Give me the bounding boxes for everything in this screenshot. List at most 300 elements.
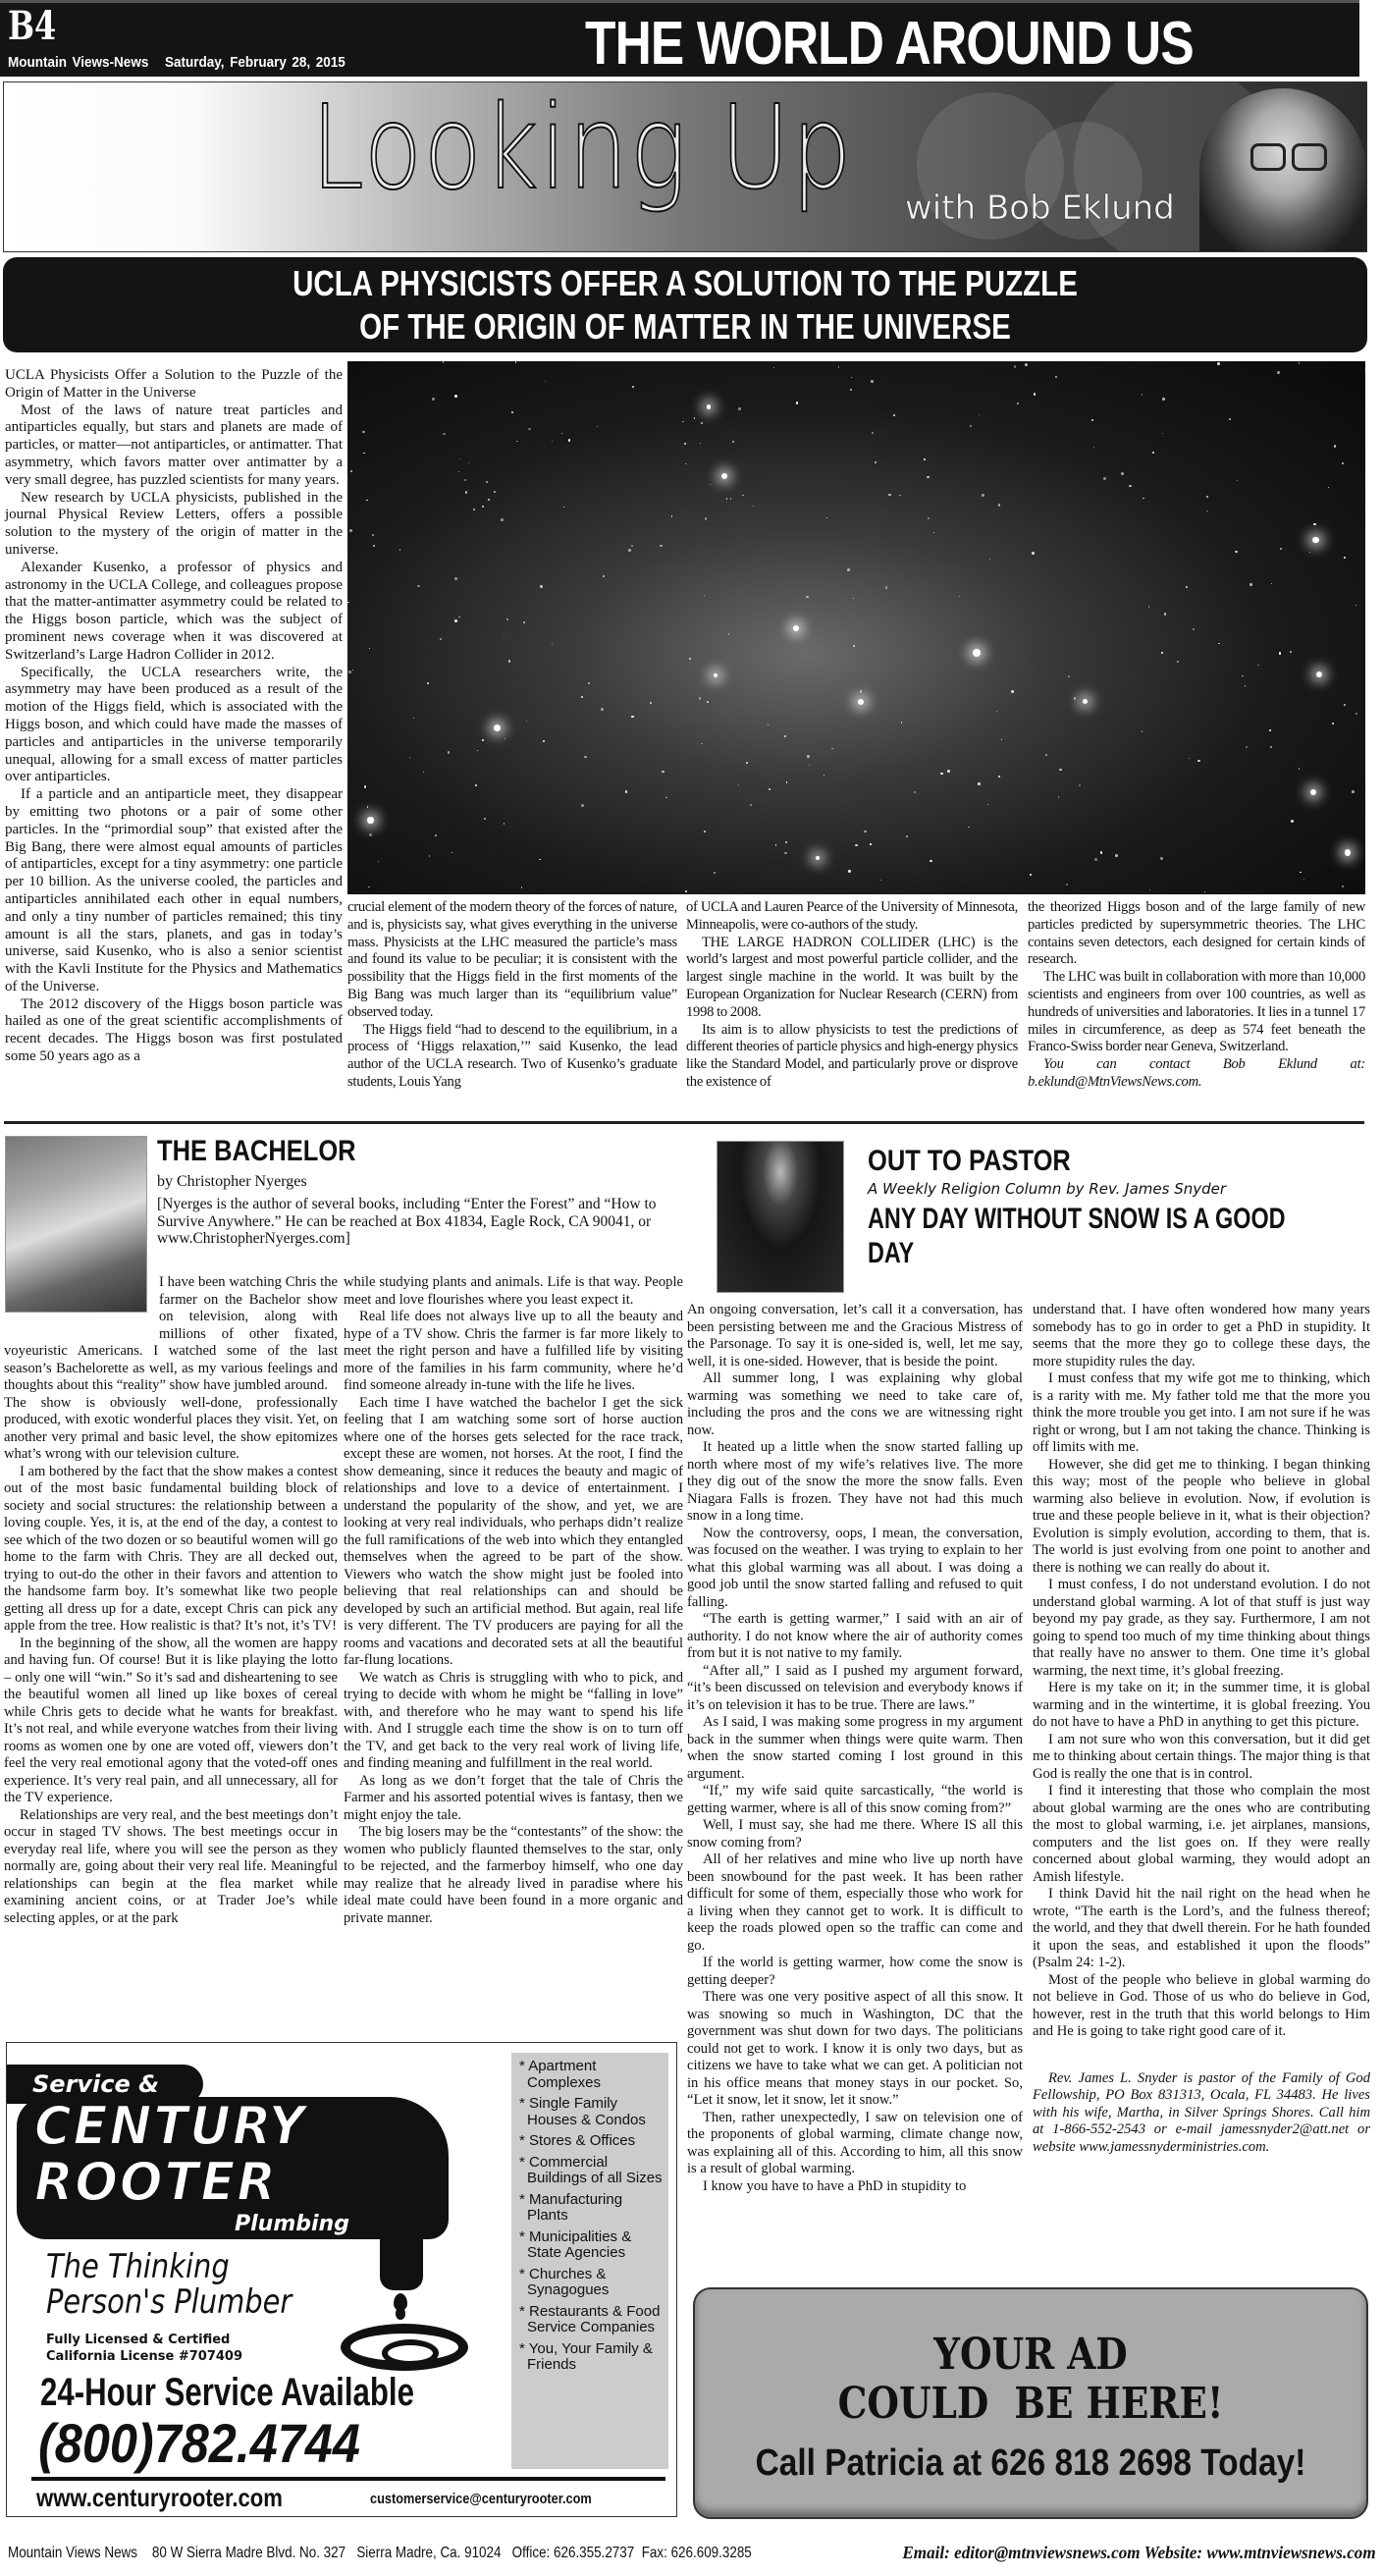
- pipe-icon: [380, 2235, 423, 2290]
- star: [1271, 583, 1273, 585]
- footer-contact: Email: editor@mtnviewsnews.com Website: www.mtnviewsnews.com: [902, 2543, 1376, 2562]
- ad-email-link[interactable]: customerservice@centuryrooter.com: [370, 2491, 592, 2507]
- star: [477, 750, 478, 751]
- star: [1218, 643, 1219, 644]
- star: [1206, 496, 1208, 498]
- star: [1309, 552, 1310, 553]
- article-column: [1028, 899, 1365, 1092]
- glasses-lens: [1250, 143, 1286, 171]
- star: [746, 762, 748, 764]
- paragraph: Specifically, the UCLA researchers write, the asymmetry may have been produced as a result of the motion of the Higgs field, which is associated with the Higgs boson, and which could have made the masses of particles and antiparticles in the universe temporarily unequal, allowing for a small excess of matter particles over antiparticles.: [5, 664, 343, 785]
- star: [796, 402, 799, 404]
- service-item: * Churches & Synagogues: [517, 2267, 663, 2299]
- star: [705, 517, 708, 520]
- star: [1217, 362, 1220, 365]
- star: [1160, 857, 1163, 860]
- columnist-photo: [717, 1141, 844, 1293]
- paragraph: As long as we don’t forget that the tale of Chris the Farmer and his assorted potential wives is fantasy, then we might enjoy the tale.: [344, 1772, 683, 1823]
- star: [1091, 419, 1093, 421]
- section-title: THE WORLD AROUND US: [585, 10, 1194, 78]
- star: [1025, 363, 1028, 366]
- star: [853, 598, 854, 599]
- paragraph: Well, I must say, she had me there. Where IS all this snow coming from?: [687, 1817, 1023, 1851]
- star: [465, 491, 467, 493]
- star: [973, 649, 981, 657]
- star: [488, 499, 490, 501]
- paragraph: I must confess, I do not understand evolution. I do not understand global warming. A lot of that stuff is just way beyond my pay grade, as they say. Furthermore, I am not going to spend too much of my time thinking about things that really have no answer to them. One time it’s global warming, the next time, it’s global freezing.: [1033, 1577, 1370, 1679]
- star: [1193, 628, 1195, 630]
- star: [809, 765, 810, 766]
- paragraph: while studying plants and animals. Life is that way. People meet and love flourishes where you least expect it.: [344, 1274, 683, 1308]
- star: [784, 735, 787, 738]
- star: [458, 617, 460, 618]
- house-ad[interactable]: [693, 2287, 1368, 2519]
- star: [454, 619, 457, 622]
- ad-phone[interactable]: (800)782.4744: [38, 2412, 360, 2474]
- star: [1066, 884, 1068, 886]
- paragraph: I am not sure who won this conversation, but it did get me to thinking about certain things. The major thing is that God is really the one that is in control.: [1033, 1731, 1370, 1782]
- star: [1328, 487, 1329, 488]
- tagline-line: Person's Plumber: [46, 2282, 292, 2322]
- star: [848, 870, 850, 872]
- star: [1364, 369, 1365, 371]
- star: [1148, 606, 1150, 608]
- star: [1299, 768, 1300, 769]
- star: [685, 890, 687, 892]
- star: [982, 494, 984, 497]
- star: [768, 724, 769, 725]
- star: [552, 643, 553, 644]
- star: [685, 463, 686, 464]
- article-column: [344, 1274, 683, 1927]
- star: [543, 740, 545, 742]
- star: [855, 844, 857, 846]
- paragraph: I have been watching Chris the farmer on the Bachelor show on television, along with millions of other fixated, voyeuristic Americans. I watched some of the last season’s Bachelorette as well, as my various feelings and thoughts about this “reality” show have jumbled around.: [4, 1274, 338, 1393]
- ad-tagline: [46, 2249, 292, 2320]
- article-column: [347, 899, 677, 1092]
- column-banner: [3, 81, 1367, 252]
- star: [1342, 886, 1344, 887]
- star: [631, 716, 634, 719]
- star: [367, 806, 369, 808]
- star: [998, 776, 1000, 778]
- star: [1162, 398, 1165, 401]
- star: [1164, 613, 1167, 616]
- masthead-bar: [0, 0, 1359, 77]
- star: [826, 517, 827, 518]
- star: [1300, 872, 1302, 874]
- service-item: * Stores & Offices: [517, 2133, 663, 2150]
- paragraph: New research by UCLA physicists, published in the journal Physical Review Letters, offers a possible solution to the mystery of the origin of matter in the universe.: [5, 489, 343, 558]
- ad-divider: [31, 2477, 665, 2481]
- house-ad-line: COULD BE HERE!: [837, 2379, 1224, 2429]
- star: [701, 743, 702, 744]
- star: [816, 856, 820, 860]
- star: [494, 724, 501, 731]
- paragraph: If a particle and an antiparticle meet, they disappear by emitting two photons or a pair of some other particles. In the “primordial soup” that existed after the Big Bang, there were almost equal amounts of particles of antiparticles, except for a tiny asymmetry: one particle per 10 billion. As the universe cooled, the particles and antiparticles annihilated each other in equal numbers, and only a tiny number of particles remained; this tiny amount is all the stars, planets, and gas in today’s universe, said Kusenko, who is also a senior scientist with the Kavli Institute for the Physics and Mathematics of the Universe.: [5, 786, 343, 994]
- star: [1237, 480, 1238, 481]
- star: [1290, 651, 1292, 653]
- star: [468, 462, 469, 463]
- star: [1030, 874, 1032, 876]
- footer-address: Mountain Views News 80 W Sierra Madre Blvd. No. 327 Sierra Madre, Ca. 91024 Office: 626.355.2737 Fax: 626.609.3285: [8, 2545, 752, 2561]
- star: [1249, 583, 1252, 586]
- section-divider: [4, 1121, 1364, 1124]
- star: [914, 791, 916, 793]
- star: [978, 782, 981, 785]
- star: [888, 494, 891, 497]
- star: [1310, 789, 1316, 795]
- star: [1279, 652, 1282, 655]
- star: [933, 532, 935, 534]
- star: [443, 361, 445, 363]
- star: [750, 804, 752, 806]
- star: [858, 699, 864, 705]
- star: [552, 441, 553, 442]
- star: [1270, 746, 1273, 749]
- star: [363, 453, 364, 454]
- star: [1103, 477, 1105, 479]
- star: [435, 834, 437, 836]
- star: [689, 658, 691, 660]
- star: [581, 804, 584, 807]
- star: [707, 404, 711, 408]
- ad-service-label: Service &: [7, 2065, 203, 2104]
- service-item: * Commercial Buildings of all Sizes: [517, 2155, 663, 2187]
- paragraph: It heated up a little when the snow started falling up north where most of my wife’s relatives live. The more they dig out of the snow the more the snow falls. Even Niagara Falls is frozen. They have not had this much snow in a long time.: [687, 1439, 1023, 1524]
- star: [1355, 713, 1357, 715]
- paragraph: The LHC was built in collaboration with more than 10,000 scientists and engineers from over 100 countries, as well as hundreds of universities and laboratories. It lies in a tunnel 17 miles in circumference, as deep as 574 feet beneath the Franco-Swiss border near Geneva, Switzerland.: [1028, 969, 1365, 1055]
- star: [1189, 758, 1191, 760]
- paragraph: Then, rather unexpectedly, I saw on television one of the proponents of global warming, climate change now, was explaining all of this. According to him, all this snow is a result of global warming.: [687, 2109, 1023, 2176]
- star: [850, 389, 851, 390]
- star: [930, 860, 932, 863]
- star: [364, 785, 366, 787]
- star: [773, 367, 774, 368]
- star: [870, 843, 872, 845]
- star: [1332, 723, 1334, 724]
- star: [443, 433, 446, 436]
- star: [860, 690, 862, 692]
- paragraph: the theorized Higgs boson and of the large family of new particles predicted by supersymmetric theories. The LHC contains seven detectors, each designed for certain kinds of research.: [1028, 899, 1365, 968]
- star: [1001, 739, 1003, 741]
- star: [1345, 849, 1351, 855]
- star: [947, 770, 950, 773]
- article-column: [1033, 1302, 1370, 2156]
- star: [793, 625, 799, 631]
- star: [1197, 760, 1200, 763]
- star: [927, 476, 929, 478]
- paragraph: There was one very positive aspect of all this snow. It was snowing so much in Washington, DC that the government was shut down for two days. The politicians could not get to work. I know it is only two days, but as citizens we have to take what we can get. A politician not in his office means that money stays in our pocket. So, “Let it snow, let it snow, let it snow.”: [687, 1989, 1023, 2108]
- paragraph: THE LARGE HADRON COLLIDER (LHC) is the world’s largest and most powerful particle collider, and the largest single machine in the world. It was built by the European Organization for Nuclear Research (CERN) from 1998 to 2008.: [686, 934, 1018, 1020]
- star: [458, 471, 459, 472]
- license-line: California License #707409: [46, 2349, 242, 2364]
- star: [1177, 661, 1179, 663]
- star: [838, 366, 839, 367]
- star: [1068, 675, 1070, 677]
- paragraph: Here is my take on it; in the summer time, it is global warming and in the wintertime, it is global freezing. You do not have to have a PhD in anything to get this picture.: [1033, 1680, 1370, 1730]
- star: [464, 479, 466, 481]
- star: [632, 386, 634, 388]
- star: [1142, 394, 1143, 395]
- star: [523, 621, 525, 623]
- star: [603, 575, 605, 577]
- star: [714, 673, 718, 677]
- star: [1277, 371, 1279, 373]
- paragraph: “If,” my wife said quite sarcastically, “the world is getting warmer, where is all of this snow coming from?”: [687, 1783, 1023, 1816]
- star: [494, 491, 497, 494]
- galaxy-photo: [347, 361, 1365, 894]
- ad-hours: 24-Hour Service Available: [40, 2371, 414, 2414]
- star: [454, 577, 457, 580]
- paragraph: UCLA Physicists Offer a Solution to the Puzzle of the Origin of Matter in the Universe: [5, 367, 343, 401]
- star: [1115, 854, 1118, 857]
- star: [906, 835, 908, 837]
- paragraph: I am bothered by the fact that the show makes a contest out of the most basic fundamental building block of society and social structures: the relationship between a loving couple. Yes, it is, at the end of the day, a contest to see which of the two dozen or so beautiful women will go home to the farm with Chris. They are all decked out, trying to out-do the other in their favors and attention to the handsome farm boy. It’s somewhat like two people getting all dress up for a date, except Chris can pick any apple from the tree. How realistic is that? It’s not, it’s TV!: [4, 1463, 338, 1634]
- license-line: Fully Licensed & Certified: [46, 2333, 231, 2347]
- ad-license: [46, 2332, 242, 2365]
- star: [1269, 729, 1271, 731]
- star: [597, 426, 598, 427]
- star: [563, 507, 564, 508]
- paragraph: Relationships are very real, and the best meetings don’t occur in staged TV shows. The best meetings occur in everyday real life, where you will see the person as they normally are, going about their very real life. Meaningful relationships can begin at the flea market while examining ancient coins, or at Trader Joe’s while selecting apples, or at the park: [4, 1806, 338, 1926]
- star: [710, 484, 711, 485]
- headline-line: OF THE ORIGIN OF MATTER IN THE UNIVERSE: [359, 306, 1011, 347]
- ad-plumbing-label: Plumbing: [235, 2212, 349, 2236]
- star: [459, 458, 460, 459]
- star: [1291, 820, 1294, 823]
- star: [1355, 605, 1356, 606]
- star: [516, 441, 517, 442]
- glasses-lens: [1292, 143, 1327, 171]
- star: [1342, 462, 1344, 464]
- star: [730, 498, 731, 499]
- star: [732, 441, 734, 443]
- star: [753, 506, 754, 507]
- star: [540, 585, 543, 588]
- byline: by Christopher Nyerges: [157, 1173, 307, 1190]
- service-item: * Apartment Complexes: [517, 2059, 663, 2091]
- star: [785, 841, 787, 843]
- star: [1235, 551, 1237, 553]
- star: [650, 702, 652, 704]
- star: [504, 823, 505, 825]
- star: [769, 788, 771, 790]
- star: [378, 861, 379, 862]
- star: [1149, 889, 1150, 890]
- star: [996, 711, 997, 712]
- article-column: [4, 1274, 338, 1927]
- banner-title: Looking Up: [311, 81, 854, 215]
- star: [511, 411, 512, 412]
- article-column: [5, 367, 343, 1066]
- star: [349, 529, 352, 532]
- star: [1246, 746, 1248, 748]
- star: [1334, 445, 1337, 448]
- star: [372, 534, 374, 536]
- paragraph: An ongoing conversation, let’s call it a conversation, has been persisting between me and the Gracious Mistress of the Parsonage. To say it is one-sided is, well, let me say, well, it is one-sided. However, that is beside the point.: [687, 1302, 1023, 1369]
- star: [368, 886, 369, 887]
- star: [660, 545, 662, 547]
- star: [726, 498, 727, 499]
- star: [831, 748, 832, 749]
- paragraph: I think David hit the nail right on the head when he wrote, “The earth is the Lord’s, and the fulness thereof; the world, and they that dwell therein. For he hath founded it upon the seas, and established it upon the floods” (Psalm 24: 1-2).: [1033, 1886, 1370, 1970]
- star: [1011, 690, 1014, 693]
- star: [528, 428, 531, 431]
- author-bio: Rev. James L. Snyder is pastor of the Family of God Fellowship, PO Box 831313, Ocala, FL 34483. He lives with his wife, Martha, in Silver Springs Shores. Call him at 1-866-552-2543 or e-mail jamessnyder2@att.net or website www.jamessnyderministries.com.: [1033, 2069, 1370, 2155]
- star: [851, 377, 852, 378]
- dateline: [8, 54, 346, 71]
- paragraph: I know you have to have a PhD in stupidity to: [703, 2177, 967, 2194]
- ad-services-list: [511, 2053, 668, 2469]
- star: [872, 432, 874, 434]
- star: [806, 596, 809, 599]
- headline-line: UCLA PHYSICISTS OFFER A SOLUTION TO THE PUZZLE: [292, 263, 1078, 303]
- star: [588, 682, 590, 684]
- star: [515, 361, 516, 362]
- star: [506, 618, 508, 620]
- author-contact: You can contact Bob Eklund at: b.eklund@MtnViewsNews.com.: [1028, 1056, 1365, 1090]
- star: [807, 755, 810, 758]
- star: [584, 756, 586, 758]
- star: [1245, 685, 1247, 687]
- service-item: * Restaurants & Food Service Companies: [517, 2304, 663, 2336]
- star: [704, 595, 705, 596]
- paragraph: The 2012 discovery of the Higgs boson particle was hailed as one of the great scientific accomplishments of recent decades. The Higgs boson was first postulated some 50 years ago as a: [5, 995, 343, 1065]
- ad-website-link[interactable]: www.centuryrooter.com: [36, 2483, 283, 2512]
- star: [1313, 523, 1315, 525]
- star: [714, 872, 716, 874]
- column-title: THE BACHELOR: [157, 1135, 356, 1167]
- ad-brand-line2: ROOTER: [34, 2151, 278, 2213]
- star: [885, 586, 888, 589]
- star: [786, 781, 787, 782]
- star: [347, 602, 349, 604]
- paragraph: Alexander Kusenko, a professor of physics and astronomy in the UCLA College, and colleagues propose that the matter-antimatter asymmetry could be related to the Higgs boson particle, which was the subject of prominent news coverage when it was discovered at Switzerland’s Large Hadron Collider in 2012.: [5, 559, 343, 663]
- star: [413, 718, 415, 720]
- paragraph: The Higgs field “had to descend to the equilibrium, in a process of ‘Higgs relaxation,’” said Kusenko, the lead author of the UCLA research. Two of Kusenko’s graduate students, Louis Yang: [347, 1021, 677, 1090]
- star: [1055, 376, 1058, 379]
- column-subtitle: A Weekly Religion Column by Rev. James Snyder: [868, 1180, 1227, 1198]
- star: [1344, 557, 1345, 558]
- star: [959, 596, 960, 597]
- paper-name: Mountain Views-News: [8, 54, 149, 71]
- star: [409, 757, 410, 758]
- star: [1186, 586, 1188, 588]
- star: [628, 549, 631, 552]
- star: [482, 506, 484, 508]
- star: [665, 797, 667, 799]
- star: [864, 831, 866, 832]
- paragraph: Most of the people who believe in global warming do not believe in God. Those of us who do believe in God, however, rest in the truth that this world belongs to Him and He is going to take right good care of it.: [1033, 1971, 1370, 2039]
- star: [662, 771, 664, 774]
- star: [1059, 769, 1061, 771]
- star: [1242, 675, 1243, 676]
- service-item: * Municipalities & State Agencies: [517, 2229, 663, 2262]
- star: [699, 697, 701, 699]
- star: [940, 773, 943, 776]
- star: [707, 701, 710, 704]
- paragraph: “The earth is getting warmer,” I said with an air of authority. I do not know where the air of authority comes from but it is not native to my family.: [687, 1611, 1023, 1661]
- star: [871, 380, 874, 383]
- star: [432, 398, 435, 401]
- star: [853, 645, 855, 647]
- star: [429, 855, 431, 857]
- author-bio: [Nyerges is the author of several books, including “Enter the Forest” and “How to Survive Anywhere.” He can be reached at Box 41834, Eagle Rock, CA 90041, or www.ChristopherNyerges.com]: [157, 1196, 657, 1247]
- article-column-text: [1033, 1302, 1370, 2041]
- star: [1083, 699, 1088, 704]
- star: [1079, 784, 1081, 786]
- star: [568, 439, 571, 442]
- star: [348, 671, 351, 673]
- star: [448, 751, 450, 753]
- paragraph: Most of the laws of nature treat particles and antiparticles equally, but stars and planets are made of particles, or matter—not antiparticles, or antimatter. That asymmetry, which favors matter over antimatter by a very small degree, has puzzled scientists for many years.: [5, 402, 343, 488]
- banner-byline: with Bob Eklund: [905, 188, 1175, 228]
- star: [1094, 858, 1097, 861]
- page-footer: [0, 2545, 1382, 2562]
- star: [924, 458, 926, 460]
- star: [1316, 671, 1322, 677]
- star: [1100, 851, 1103, 854]
- century-rooter-ad[interactable]: [6, 2042, 677, 2517]
- star: [704, 831, 706, 832]
- star: [970, 425, 972, 427]
- star: [899, 495, 901, 497]
- star: [893, 414, 895, 416]
- star: [1204, 891, 1205, 892]
- star: [1352, 790, 1355, 793]
- photo-spacer: [4, 1274, 159, 1343]
- service-item: * Manufacturing Plants: [517, 2192, 663, 2225]
- star: [847, 568, 850, 571]
- author-photo: [1199, 88, 1366, 252]
- star: [581, 696, 583, 698]
- star: [1152, 452, 1154, 454]
- star: [454, 395, 456, 397]
- star: [775, 844, 776, 845]
- star: [1229, 418, 1231, 420]
- star: [1303, 879, 1304, 880]
- star: [539, 859, 541, 861]
- star: [373, 545, 376, 548]
- paragraph: Now the controversy, oops, I mean, the conversation, was focused on the weather. I was trying to explain to her what this global warming was all about. I was doing a good job until the snow started falling and refused to quit falling.: [687, 1525, 1023, 1610]
- article-column: [686, 899, 1018, 1092]
- paragraph: “After all,” I said as I pushed my argument forward, “it’s been discussed on television and everybody knows if it’s on television it has to be true. There are laws.”: [687, 1662, 1023, 1713]
- star: [352, 670, 353, 671]
- paragraph: of UCLA and Lauren Pearce of the University of Minnesota, Minneapolis, were co-authors of the study.: [686, 899, 1018, 933]
- page-number: B4: [8, 3, 57, 49]
- star: [601, 708, 604, 711]
- paragraph: The big losers may be the “contestants” of the show: the women who publicly flaunted themselves to the star, only to be rejected, and the farmerboy himself, who one day may realize that he already lived in paradise where his ideal mate could have been found in a more organic and private manner.: [344, 1824, 683, 1926]
- star: [504, 633, 505, 634]
- paragraph: All summer long, I was explaining why global warming was something we need to take care of, including the pros and the cons we are witnessing right now.: [687, 1370, 1023, 1438]
- star: [1121, 472, 1124, 475]
- star: [473, 509, 475, 510]
- star: [671, 515, 672, 516]
- issue-date: Saturday, February 28, 2015: [165, 54, 346, 71]
- star: [1280, 548, 1282, 550]
- ad-brand-line1: CENTURY: [34, 2095, 307, 2157]
- house-ad-line: YOUR AD: [933, 2330, 1128, 2380]
- paragraph: understand that. I have often wondered how many years somebody has to go in order to get a PhD in stupidity. It seems that the more they go to college these days, the more stupidity rules the day.: [1033, 1302, 1370, 1369]
- star: [1312, 537, 1318, 543]
- star: [417, 585, 420, 588]
- service-item: * You, Your Family & Friends: [517, 2341, 663, 2374]
- star: [350, 470, 352, 472]
- star: [880, 880, 881, 881]
- paragraph: All of her relatives and mine who live up north have been snowbound for the past week. It has been rather difficult for some of them, especially those who work for a living when they cannot get to work. It is difficult to keep the roads plowed open so the traffic can come and go.: [687, 1852, 1023, 1954]
- star: [484, 818, 486, 820]
